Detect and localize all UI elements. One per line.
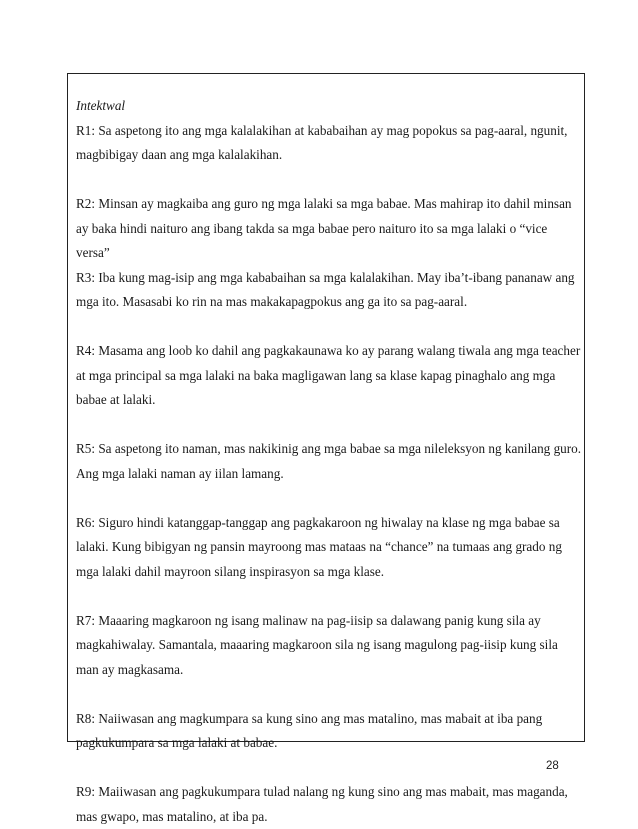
response-r7: R7: Maaaring magkaroon ng isang malinaw na pag-iisip sa dalawang panig kung sila ay magkahiwalay. Samantala, maaaring magkaroon sila ng isang magulong pag-iisip kung sila man ay magkasama. [76, 612, 558, 677]
paragraph-gap [76, 413, 583, 438]
paragraph-gap [76, 168, 583, 193]
response-r9: R9: Maiiwasan ang pagkukumpara tulad nalang ng kung sino ang mas mabait, mas maganda, mas gwapo, mas matalino, at iba pa. [76, 784, 568, 824]
page-number: 28 [546, 760, 559, 772]
paragraph-gap [76, 315, 583, 340]
response-r5: R5: Sa aspetong ito naman, mas nakikinig ang mga babae sa mga nileleksyon ng kanilang guro. Ang mga lalaki naman ay iilan lamang. [76, 441, 582, 481]
section-heading: Intektwal [76, 98, 126, 113]
paragraph-gap [76, 682, 583, 707]
response-r8: R8: Naiiwasan ang magkumpara sa kung sino ang mas matalino, mas mabait at iba pang pagkukumpara sa mga lalaki at babae. [76, 710, 543, 750]
response-r3: R3: Iba kung mag-isip ang mga kababaihan sa mga kalalakihan. May iba’t-ibang pananaw ang mga ito. Masasabi ko rin na mas makakapagpokus ang ga ito sa pag-aaral. [76, 269, 575, 309]
document-body [76, 94, 583, 829]
paragraph-gap [76, 486, 583, 511]
response-r2: R2: Minsan ay magkaiba ang guro ng mga lalaki sa mga babae. Mas mahirap ito dahil minsan ay baka hindi naituro ang ibang takda sa mga babae pero naituro ito sa mga lalaki o “vice versa” [76, 196, 572, 260]
paragraph-gap [76, 756, 583, 781]
response-r4: R4: Masama ang loob ko dahil ang pagkakaunawa ko ay parang walang tiwala ang mga teacher at mga principal sa mga lalaki na baka magligawan lang sa klase kapag pinaghalo ang mga babae at lalaki. [76, 343, 581, 407]
response-r6: R6: Siguro hindi katanggap-tanggap ang pagkakaroon ng hiwalay na klase ng mga babae sa lalaki. Kung bibigyan ng pansin mayroong mas mataas na “chance” na tumaas ang grado ng mga lalaki dahil mayroon silang inspirasyon sa mga klase. [76, 514, 562, 579]
paragraph-gap [76, 584, 583, 609]
response-r1: R1: Sa aspetong ito ang mga kalalakihan at kababaihan ay mag popokus sa pag-aaral, ngunit, magbibigay daan ang mga kalalakihan. [76, 122, 568, 162]
